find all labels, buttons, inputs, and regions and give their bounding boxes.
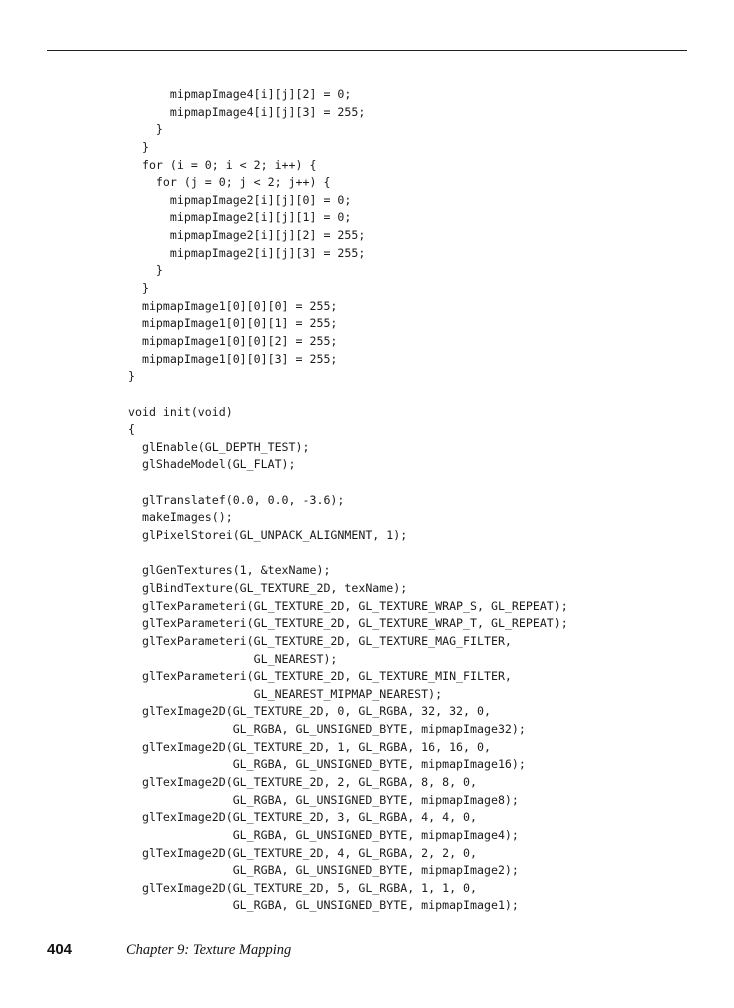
page-footer (47, 941, 291, 963)
code-line: mipmapImage1[0][0][2] = 255; (128, 333, 338, 348)
code-line: mipmapImage1[0][0][0] = 255; (128, 298, 338, 313)
code-line: GL_NEAREST); (128, 651, 338, 666)
code-line: glTexParameteri(GL_TEXTURE_2D, GL_TEXTURE_MIN_FILTER, (128, 669, 512, 684)
code-line: mipmapImage2[i][j][0] = 0; (128, 192, 352, 207)
code-line (128, 386, 568, 404)
code-listing (128, 86, 568, 915)
code-line: mipmapImage2[i][j][2] = 255; (128, 228, 366, 243)
code-line: glTexParameteri(GL_TEXTURE_2D, GL_TEXTURE_WRAP_S, GL_REPEAT); (128, 598, 568, 613)
code-line: mipmapImage4[i][j][2] = 0; (128, 87, 352, 101)
code-line: glTexImage2D(GL_TEXTURE_2D, 2, GL_RGBA, 8, 8, 0, (128, 774, 478, 789)
code-line: glTexImage2D(GL_TEXTURE_2D, 3, GL_RGBA, 4, 4, 0, (128, 810, 478, 825)
code-line: glTranslatef(0.0, 0.0, -3.6); (128, 492, 345, 507)
code-line: } (128, 263, 163, 278)
code-line: mipmapImage2[i][j][1] = 0; (128, 210, 352, 225)
code-line: glTexImage2D(GL_TEXTURE_2D, 0, GL_RGBA, 32, 32, 0, (128, 704, 491, 719)
code-line: mipmapImage1[0][0][3] = 255; (128, 351, 338, 366)
header-rule (47, 50, 687, 51)
code-line: GL_RGBA, GL_UNSIGNED_BYTE, mipmapImage2); (128, 863, 519, 878)
code-line: } (128, 281, 149, 296)
chapter-title: Chapter 9: Texture Mapping (126, 942, 292, 958)
code-line: glTexImage2D(GL_TEXTURE_2D, 5, GL_RGBA, 1, 1, 0, (128, 880, 478, 895)
code-line: { (128, 422, 135, 437)
code-line: } (128, 139, 149, 154)
code-line: GL_RGBA, GL_UNSIGNED_BYTE, mipmapImage8); (128, 792, 519, 807)
code-line: GL_RGBA, GL_UNSIGNED_BYTE, mipmapImage4); (128, 827, 519, 842)
code-line (128, 474, 568, 492)
code-line: glTexParameteri(GL_TEXTURE_2D, GL_TEXTURE_WRAP_T, GL_REPEAT); (128, 616, 568, 631)
code-line: mipmapImage1[0][0][1] = 255; (128, 316, 338, 331)
code-line: GL_RGBA, GL_UNSIGNED_BYTE, mipmapImage16); (128, 757, 526, 772)
code-line: glTexImage2D(GL_TEXTURE_2D, 4, GL_RGBA, 2, 2, 0, (128, 845, 478, 860)
code-line: glTexImage2D(GL_TEXTURE_2D, 1, GL_RGBA, 16, 16, 0, (128, 739, 491, 754)
code-line: glTexParameteri(GL_TEXTURE_2D, GL_TEXTURE_MAG_FILTER, (128, 633, 512, 648)
code-line: for (i = 0; i < 2; i++) { (128, 157, 317, 172)
code-line: glShadeModel(GL_FLAT); (128, 457, 296, 472)
code-line: mipmapImage4[i][j][3] = 255; (128, 104, 366, 119)
code-line: glEnable(GL_DEPTH_TEST); (128, 439, 310, 454)
code-line: for (j = 0; j < 2; j++) { (128, 175, 331, 190)
code-line: glGenTextures(1, &texName); (128, 563, 331, 578)
code-line: void init(void) (128, 404, 233, 419)
code-line: GL_NEAREST_MIPMAP_NEAREST); (128, 686, 443, 701)
code-line: GL_RGBA, GL_UNSIGNED_BYTE, mipmapImage1); (128, 898, 519, 913)
code-line: } (128, 122, 163, 137)
code-line: glBindTexture(GL_TEXTURE_2D, texName); (128, 580, 408, 595)
code-line (128, 545, 568, 563)
code-line: } (128, 369, 135, 384)
code-line: glPixelStorei(GL_UNPACK_ALIGNMENT, 1); (128, 528, 408, 543)
code-line: makeImages(); (128, 510, 233, 525)
code-line: GL_RGBA, GL_UNSIGNED_BYTE, mipmapImage32); (128, 722, 526, 737)
page-number: 404 (47, 941, 73, 958)
code-line: mipmapImage2[i][j][3] = 255; (128, 245, 366, 260)
